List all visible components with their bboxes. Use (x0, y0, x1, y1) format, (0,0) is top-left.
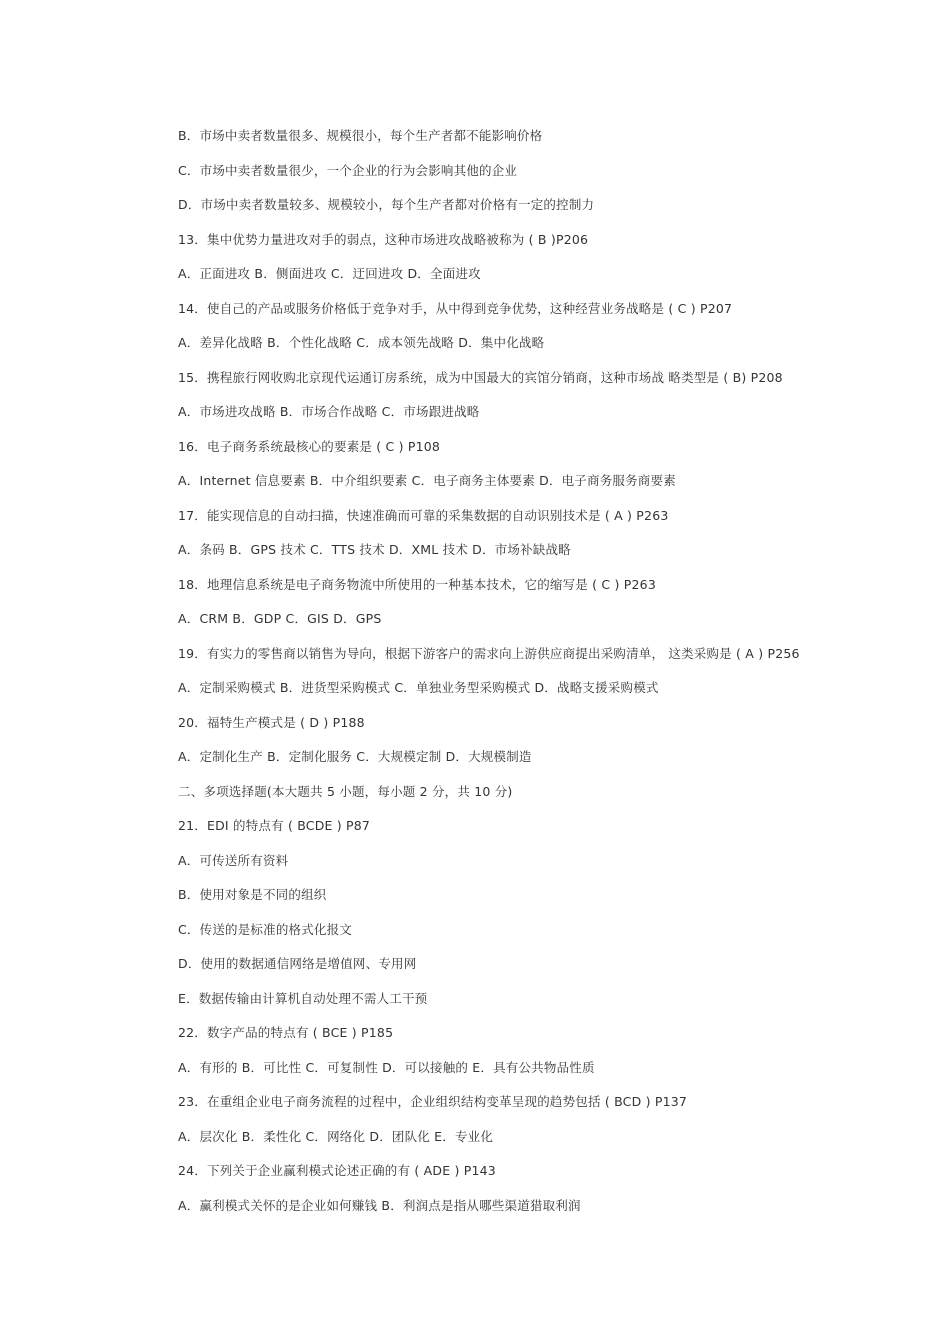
text-line: D．市场中卖者数量较多、规模较小，每个生产者都对价格有一定的控制力 (178, 197, 595, 212)
options-17: A．条码 B．GPS 技术 C．TTS 技术 D．XML 技术 D．市场补缺战略 (178, 542, 571, 557)
options-15: A．市场进攻战略 B．市场合作战略 C．市场跟进战略 (178, 404, 480, 419)
question-14: 14．使自己的产品或服务价格低于竞争对手，从中得到竞争优势，这种经营业务战略是 ( C ) P207 (178, 300, 733, 316)
question-20: 20．福特生产模式是 ( D ) P188 (178, 714, 365, 730)
question-17: 17．能实现信息的自动扫描，快速准确而可靠的采集数据的自动识别技术是 ( A ) P263 (178, 507, 669, 523)
question-23: 23．在重组企业电子商务流程的过程中，企业组织结构变革呈现的趋势包括 ( BCD ) P137 (178, 1094, 688, 1109)
question-16: 16．电子商务系统最核心的要素是 ( C ) P108 (178, 438, 441, 454)
options-23: A．层次化 B．柔性化 C．网络化 D．团队化 E．专业化 (178, 1128, 494, 1144)
options-18: A．CRM B．GDP C．GIS D．GPS (178, 611, 382, 626)
text-body (178, 126, 918, 1230)
option-21-c: C．传送的是标准的格式化报文 (178, 921, 353, 937)
options-19: A．定制采购模式 B．进货型采购模式 C．单独业务型采购模式 D．战略支援采购模式 (178, 680, 659, 695)
question-22: 22．数字产品的特点有 ( BCE ) P185 (178, 1025, 394, 1040)
question-15: 15．携程旅行网收购北京现代运通订房系统，成为中国最大的宾馆分销商，这种市场战 略类型是 ( B) P208 (178, 369, 783, 385)
question-18: 18．地理信息系统是电子商务物流中所使用的一种基本技术，它的缩写是 ( C ) P263 (178, 576, 656, 592)
section-heading: 二、多项选择题(本大题共 5 小题，每小题 2 分，共 10 分) (178, 783, 513, 799)
options-14: A．差异化战略 B．个性化战略 C．成本领先战略 D．集中化战略 (178, 335, 545, 350)
option-21-e: E．数据传输由计算机自动处理不需人工干预 (178, 990, 428, 1006)
options-13: A．正面进攻 B．侧面进攻 C．迂回进攻 D．全面进攻 (178, 266, 481, 281)
option-21-b: B．使用对象是不同的组织 (178, 887, 327, 902)
question-19: 19．有实力的零售商以销售为导向，根据下游客户的需求向上游供应商提出采购清单， 这类采购是 ( A ) P256 (178, 645, 800, 661)
options-20: A．定制化生产 B．定制化服务 C．大规模定制 D．大规模制造 (178, 749, 532, 764)
options-24-a-b: A．赢利模式关怀的是企业如何赚钱 B．利润点是指从哪些渠道猎取利润 (178, 1197, 581, 1213)
question-21: 21．EDI 的特点有 ( BCDE ) P87 (178, 818, 371, 833)
question-13: 13．集中优势力量进攻对手的弱点，这种市场进攻战略被称为 ( B )P206 (178, 231, 589, 247)
text-line: C．市场中卖者数量很少，一个企业的行为会影响其他的企业 (178, 162, 518, 178)
question-24: 24．下列关于企业赢利模式论述正确的有 ( ADE ) P143 (178, 1163, 496, 1178)
options-16: A．Internet 信息要素 B．中介组织要素 C．电子商务主体要素 D．电子商务服务商要素 (178, 473, 676, 488)
option-21-d: D．使用的数据通信网络是增值网、专用网 (178, 956, 417, 971)
option-21-a: A．可传送所有资料 (178, 852, 289, 868)
options-22: A．有形的 B．可比性 C．可复制性 D．可以接触的 E．具有公共物品性质 (178, 1059, 595, 1075)
text-line: B．市场中卖者数量很多、规模很小，每个生产者都不能影响价格 (178, 128, 543, 143)
